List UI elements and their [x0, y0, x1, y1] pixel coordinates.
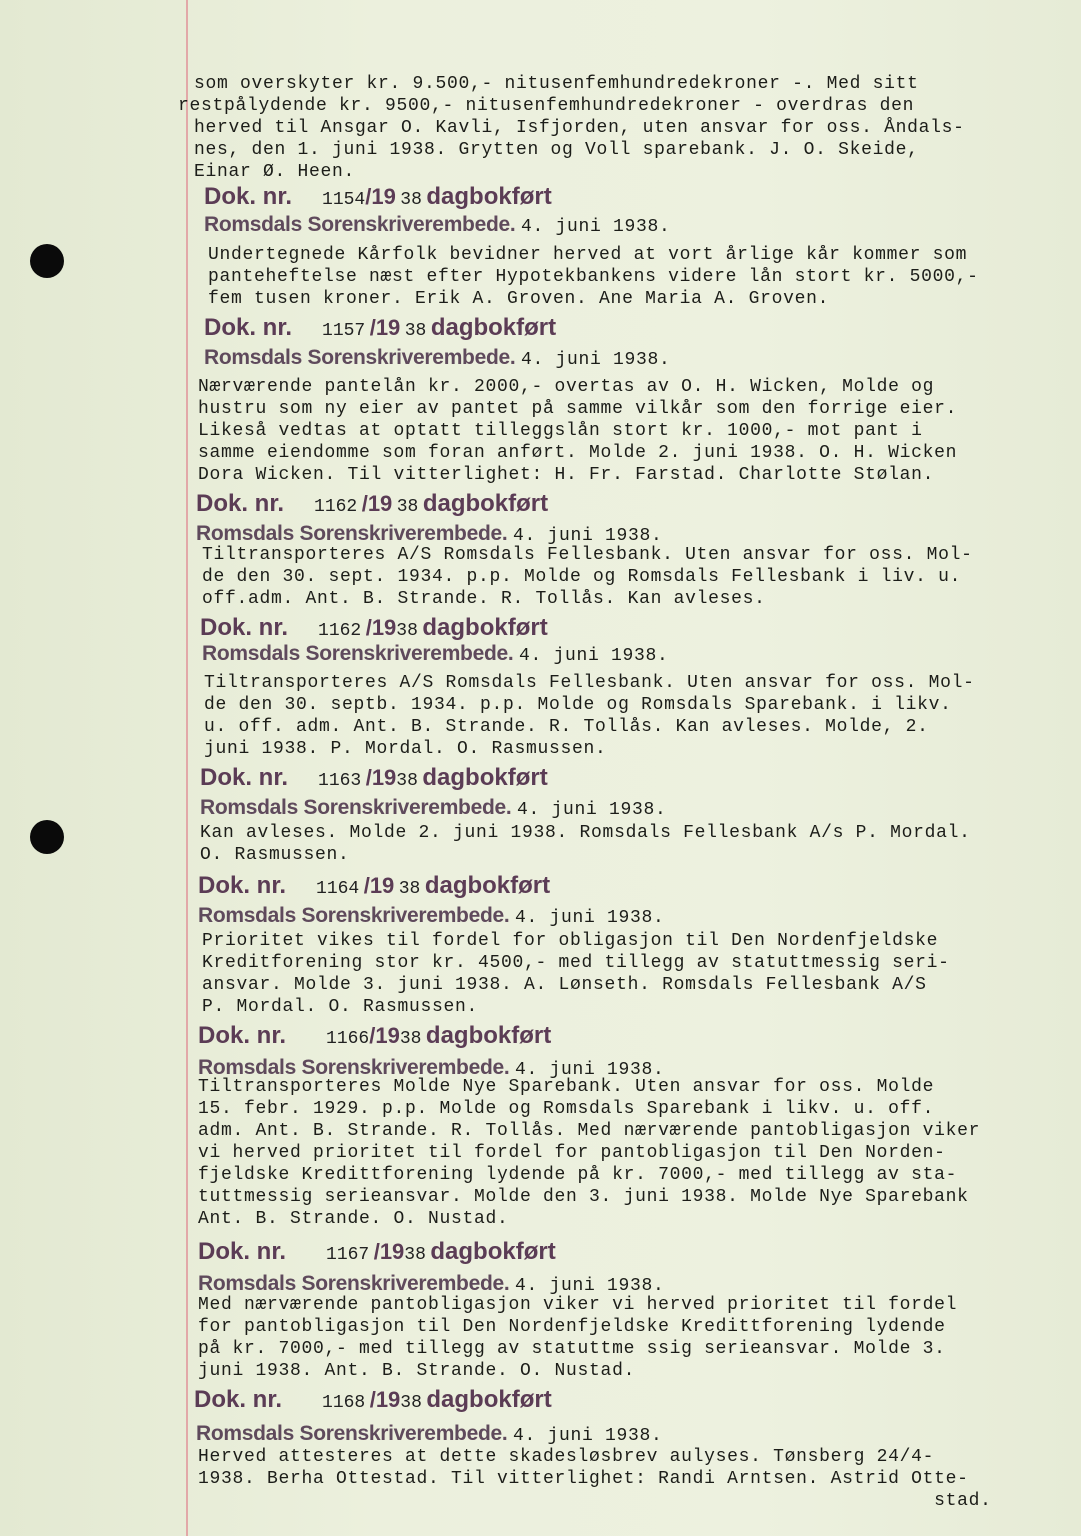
dok-label: Dok. nr.	[200, 614, 289, 641]
dok-stamp	[200, 764, 548, 795]
text-line: som overskyter kr. 9.500,- nitusenfemhundredekroner -. Med sitt	[194, 74, 919, 94]
text-line: juni 1938. P. Mordal. O. Rasmussen.	[204, 739, 607, 759]
dok-year-prefix: /19	[361, 491, 393, 516]
dok-year-prefix: /19	[369, 315, 401, 340]
office-stamp	[202, 642, 669, 668]
office-stamp	[204, 213, 671, 239]
text-line: O. Rasmussen.	[200, 845, 350, 865]
dok-label: Dok. nr.	[198, 1238, 287, 1265]
text-line: stad.	[198, 1491, 992, 1511]
entry-date: 4. juni 1938.	[512, 526, 663, 546]
entry-date: 4. juni 1938.	[518, 646, 669, 666]
dok-stamp	[194, 1386, 552, 1417]
text-line: Herved attesteres at dette skadesløsbrev aulyses. Tønsberg 24/4-	[198, 1447, 935, 1467]
dok-number: 1168	[322, 1393, 366, 1413]
text-line: herved til Ansgar O. Kavli, Isfjorden, uten ansvar for oss. Åndals-	[194, 118, 965, 138]
dok-label: Dok. nr.	[196, 490, 285, 517]
margin-line	[186, 0, 188, 1536]
dok-year-prefix: /19	[373, 1239, 405, 1264]
dok-number: 1162	[318, 621, 362, 641]
text-line: Undertegnede Kårfolk bevidner herved at vort årlige kår kommer som	[208, 245, 968, 265]
dok-status-word: dagbokført	[422, 614, 548, 641]
dok-stamp	[204, 314, 556, 345]
office-stamp	[204, 346, 671, 372]
text-line: P. Mordal. O. Rasmussen.	[202, 997, 479, 1017]
text-line: Med nærværende pantobligasjon viker vi herved prioritet til fordel	[198, 1295, 958, 1315]
office-name: Romsdals Sorenskriverembede.	[198, 1056, 510, 1079]
dok-year-suffix: 38	[396, 621, 418, 641]
dok-year-suffix: 38	[398, 879, 421, 899]
text-line: restpålydende kr. 9500,- nitusenfemhundredekroner - overdras den	[178, 96, 915, 116]
text-line: adm. Ant. B. Strande. R. Tollås. Med nærværende pantobligasjon viker	[198, 1121, 981, 1141]
dok-stamp	[200, 614, 548, 645]
text-line: Prioritet vikes til fordel for obligasjon til Den Nordenfjeldske	[202, 931, 939, 951]
text-line: ansvar. Molde 3. juni 1938. A. Lønseth. Romsdals Fellesbank A/S	[202, 975, 927, 995]
office-name: Romsdals Sorenskriverembede.	[200, 796, 512, 819]
dok-number: 1164	[316, 879, 360, 899]
entry-date: 4. juni 1938.	[520, 350, 671, 370]
dok-status-word: dagbokført	[430, 1238, 556, 1265]
text-line: Ant. B. Strande. O. Nustad.	[198, 1209, 509, 1229]
text-line: Likeså vedtas at optatt tilleggslån stort kr. 1000,- mot pant i	[198, 421, 923, 441]
entry-date: 4. juni 1938.	[514, 1276, 665, 1296]
dok-status-word: dagbokført	[422, 764, 548, 791]
dok-label: Dok. nr.	[204, 183, 293, 210]
dok-year-suffix: 38	[404, 1245, 426, 1265]
office-stamp	[198, 904, 665, 930]
text-line: hustru som ny eier av pantet på samme vilkår som den forrige eier.	[198, 399, 958, 419]
dok-stamp	[198, 1238, 556, 1269]
dok-stamp	[198, 872, 550, 903]
entry-date: 4. juni 1938.	[516, 800, 667, 820]
text-line: Dora Wicken. Til vitterlighet: H. Fr. Farstad. Charlotte Stølan.	[198, 465, 935, 485]
text-line: for pantobligasjon til Den Nordenfjeldske Kredittforening lydende	[198, 1317, 946, 1337]
text-line: de den 30. septb. 1934. p.p. Molde og Romsdals Sparebank. i likv.	[204, 695, 952, 715]
dok-label: Dok. nr.	[200, 764, 289, 791]
dok-status-word: dagbokført	[424, 872, 551, 899]
office-stamp	[196, 1422, 663, 1448]
dok-stamp	[204, 183, 552, 214]
dok-status-word: dagbokført	[426, 183, 552, 210]
text-line: på kr. 7000,- med tillegg av statuttme ssig serieansvar. Molde 3.	[198, 1339, 946, 1359]
entry-date: 4. juni 1938.	[512, 1426, 663, 1446]
text-line: Kreditforening stor kr. 4500,- med tillegg av statuttmessig seri-	[202, 953, 950, 973]
text-line: fem tusen kroner. Erik A. Groven. Ane Maria A. Groven.	[208, 289, 830, 309]
dok-number: 1154	[322, 190, 366, 210]
office-name: Romsdals Sorenskriverembede.	[196, 1422, 508, 1445]
dok-stamp	[198, 1022, 551, 1053]
dok-year-suffix: 38	[396, 497, 419, 517]
text-line: Nærværende pantelån kr. 2000,- overtas av O. H. Wicken, Molde og	[198, 377, 935, 397]
dok-label: Dok. nr.	[194, 1386, 283, 1413]
dok-label: Dok. nr.	[204, 314, 293, 341]
dok-number: 1162	[314, 497, 358, 517]
text-line: u. off. adm. Ant. B. Strande. R. Tollås. Kan avleses. Molde, 2.	[204, 717, 929, 737]
dok-year-suffix: 38	[404, 321, 427, 341]
dok-year-prefix: /19	[363, 873, 395, 898]
dok-label: Dok. nr.	[198, 1022, 287, 1049]
text-line: juni 1938. Ant. B. Strande. O. Nustad.	[198, 1361, 636, 1381]
dok-year-prefix: /19	[365, 765, 397, 790]
text-line: nes, den 1. juni 1938. Grytten og Voll sparebank. J. O. Skeide,	[194, 140, 919, 160]
entry-date: 4. juni 1938.	[514, 1060, 665, 1080]
dok-year-prefix: /19	[369, 1023, 400, 1048]
entry-date: 4. juni 1938.	[520, 217, 671, 237]
dok-year-prefix: /19	[365, 184, 396, 209]
dok-year-suffix: 38	[400, 190, 422, 210]
dok-number: 1157	[322, 321, 366, 341]
text-line: Tiltransporteres A/S Romsdals Fellesbank. Uten ansvar for oss. Mol-	[204, 673, 975, 693]
dok-year-suffix: 38	[400, 1393, 422, 1413]
dok-number: 1163	[318, 771, 362, 791]
entry-date: 4. juni 1938.	[514, 908, 665, 928]
office-stamp	[200, 796, 667, 822]
dok-stamp	[196, 490, 548, 521]
dok-status-word: dagbokført	[425, 1022, 552, 1049]
dok-year-prefix: /19	[369, 1387, 401, 1412]
punch-hole	[30, 820, 64, 854]
dok-status-word: dagbokført	[426, 1386, 552, 1413]
text-line: Tiltransporteres Molde Nye Sparebank. Uten ansvar for oss. Molde	[198, 1077, 935, 1097]
text-line: 1938. Berha Ottestad. Til vitterlighet: Randi Arntsen. Astrid Otte-	[198, 1469, 969, 1489]
text-line: fjeldske Kredittforening lydende på kr. 7000,- med tillegg av sta-	[198, 1165, 958, 1185]
text-line: samme eiendomme som foran anført. Molde 2. juni 1938. O. H. Wicken	[198, 443, 958, 463]
office-name: Romsdals Sorenskriverembede.	[202, 642, 514, 665]
text-line: Kan avleses. Molde 2. juni 1938. Romsdals Fellesbank A/s P. Mordal.	[200, 823, 971, 843]
dok-year-suffix: 38	[396, 771, 418, 791]
text-line: Einar Ø. Heen.	[194, 162, 356, 182]
text-line: de den 30. sept. 1934. p.p. Molde og Romsdals Fellesbank i liv. u.	[202, 567, 962, 587]
text-line: vi herved prioritet til fordel for pantobligasjon til Den Norden-	[198, 1143, 946, 1163]
office-name: Romsdals Sorenskriverembede.	[198, 904, 510, 927]
punch-hole	[30, 244, 64, 278]
dok-status-word: dagbokført	[430, 314, 557, 341]
office-name: Romsdals Sorenskriverembede.	[204, 213, 516, 236]
text-line: 15. febr. 1929. p.p. Molde og Romsdals Sparebank i likv. u. off.	[198, 1099, 935, 1119]
dok-number: 1167	[326, 1245, 370, 1265]
text-line: tuttmessig serieansvar. Molde den 3. juni 1938. Molde Nye Sparebank	[198, 1187, 969, 1207]
dok-year-prefix: /19	[365, 615, 397, 640]
dok-status-word: dagbokført	[422, 490, 549, 517]
text-line: off.adm. Ant. B. Strande. R. Tollås. Kan avleses.	[202, 589, 766, 609]
office-name: Romsdals Sorenskriverembede.	[204, 346, 516, 369]
text-line: Tiltransporteres A/S Romsdals Fellesbank. Uten ansvar for oss. Mol-	[202, 545, 973, 565]
office-name: Romsdals Sorenskriverembede.	[196, 522, 508, 545]
dok-label: Dok. nr.	[198, 872, 287, 899]
text-line: panteheftelse næst efter Hypotekbankens videre lån stort kr. 5000,-	[208, 267, 979, 287]
dok-number: 1166	[326, 1029, 370, 1049]
office-name: Romsdals Sorenskriverembede.	[198, 1272, 510, 1295]
dok-year-suffix: 38	[399, 1029, 422, 1049]
